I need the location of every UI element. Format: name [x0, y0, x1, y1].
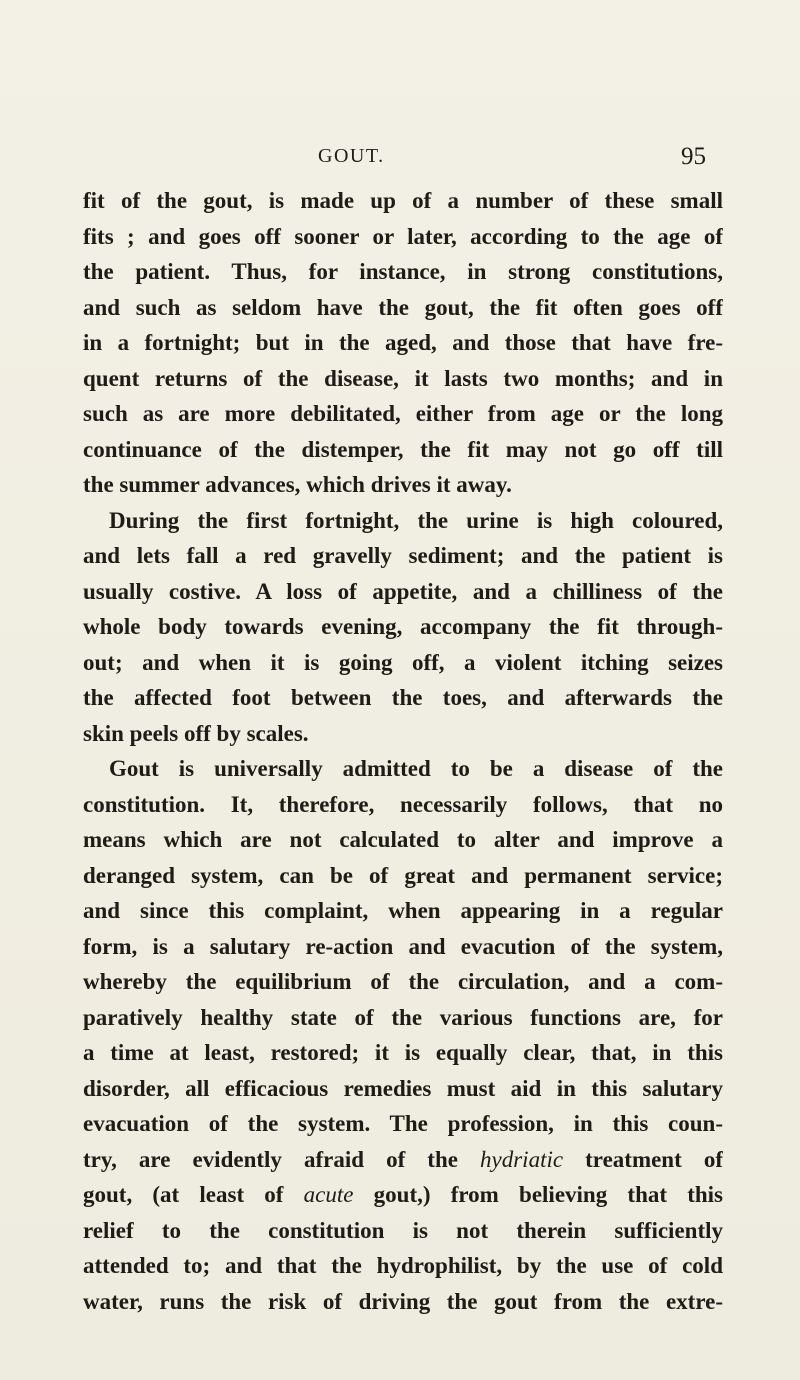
text-line: whereby the equilibrium of the circulation, and a com- — [83, 969, 723, 994]
text-line: relief to the constitution is not therein sufficiently — [83, 1217, 723, 1243]
text-line: the affected foot between the toes, and afterwards the — [83, 685, 723, 710]
text-line: form, is a salutary re-action and evacution of the system, — [83, 933, 723, 959]
body-text — [83, 183, 723, 1319]
text-line — [83, 1142, 723, 1178]
text-line: a time at least, restored; it is equally clear, that, in this — [83, 1040, 723, 1065]
text-line: fit of the gout, is made up of a number of these small — [83, 188, 723, 213]
text-line: paratively healthy state of the various functions are, for — [83, 1004, 723, 1030]
running-title: GOUT. — [318, 145, 385, 167]
text-line: and such as seldom have the gout, the fit often goes off — [83, 294, 723, 320]
text-line: deranged system, can be of great and permanent service; — [83, 862, 723, 888]
text-line: out; and when it is going off, a violent itching seizes — [83, 649, 723, 675]
text-line: whole body towards evening, accompany the fit through- — [83, 614, 723, 639]
italic-term: hydriatic — [480, 1146, 564, 1172]
text-line: evacuation of the system. The profession, in this coun- — [83, 1111, 723, 1136]
paragraph-start-line: During the first fortnight, the urine is high coloured, — [109, 507, 723, 533]
text-line: fits ; and goes off sooner or later, according to the age of — [83, 223, 723, 249]
text-run: gout,) from believing that this — [353, 1182, 723, 1207]
text-line: constitution. It, therefore, necessarily follows, that no — [83, 791, 723, 817]
text-run: gout, (at least of — [83, 1182, 304, 1207]
text-line: water, runs the risk of driving the gout from the extre- — [83, 1288, 723, 1314]
text-run: treatment of — [563, 1146, 723, 1172]
text-run: try, are evidently afraid of the — [83, 1146, 481, 1172]
paragraph-end-line: the summer advances, which drives it away. — [83, 472, 512, 497]
text-line: such as are more debilitated, either from age or the long — [83, 401, 723, 426]
text-line: the patient. Thus, for instance, in strong constitutions, — [83, 259, 723, 284]
italic-term: acute — [303, 1182, 354, 1207]
text-line: and since this complaint, when appearing in a regular — [83, 898, 723, 923]
text-line: means which are not calculated to alter and improve a — [83, 827, 723, 852]
running-head — [0, 143, 800, 173]
text-line: disorder, all efficacious remedies must aid in this salutary — [83, 1075, 723, 1101]
text-line: usually costive. A loss of appetite, and a chilliness of the — [83, 578, 723, 604]
text-line: and lets fall a red gravelly sediment; and the patient is — [83, 543, 723, 568]
text-line — [83, 1177, 723, 1213]
text-line: continuance of the distemper, the fit may not go off till — [83, 436, 723, 462]
paragraph-start-line: Gout is universally admitted to be a disease of the — [109, 756, 723, 781]
text-line: in a fortnight; but in the aged, and those that have fre- — [83, 330, 723, 355]
page-number: 95 — [681, 143, 706, 170]
text-line: attended to; and that the hydrophilist, by the use of cold — [83, 1253, 723, 1278]
paragraph-end-line: skin peels off by scales. — [83, 720, 309, 746]
text-line: quent returns of the disease, it lasts two months; and in — [83, 365, 723, 391]
